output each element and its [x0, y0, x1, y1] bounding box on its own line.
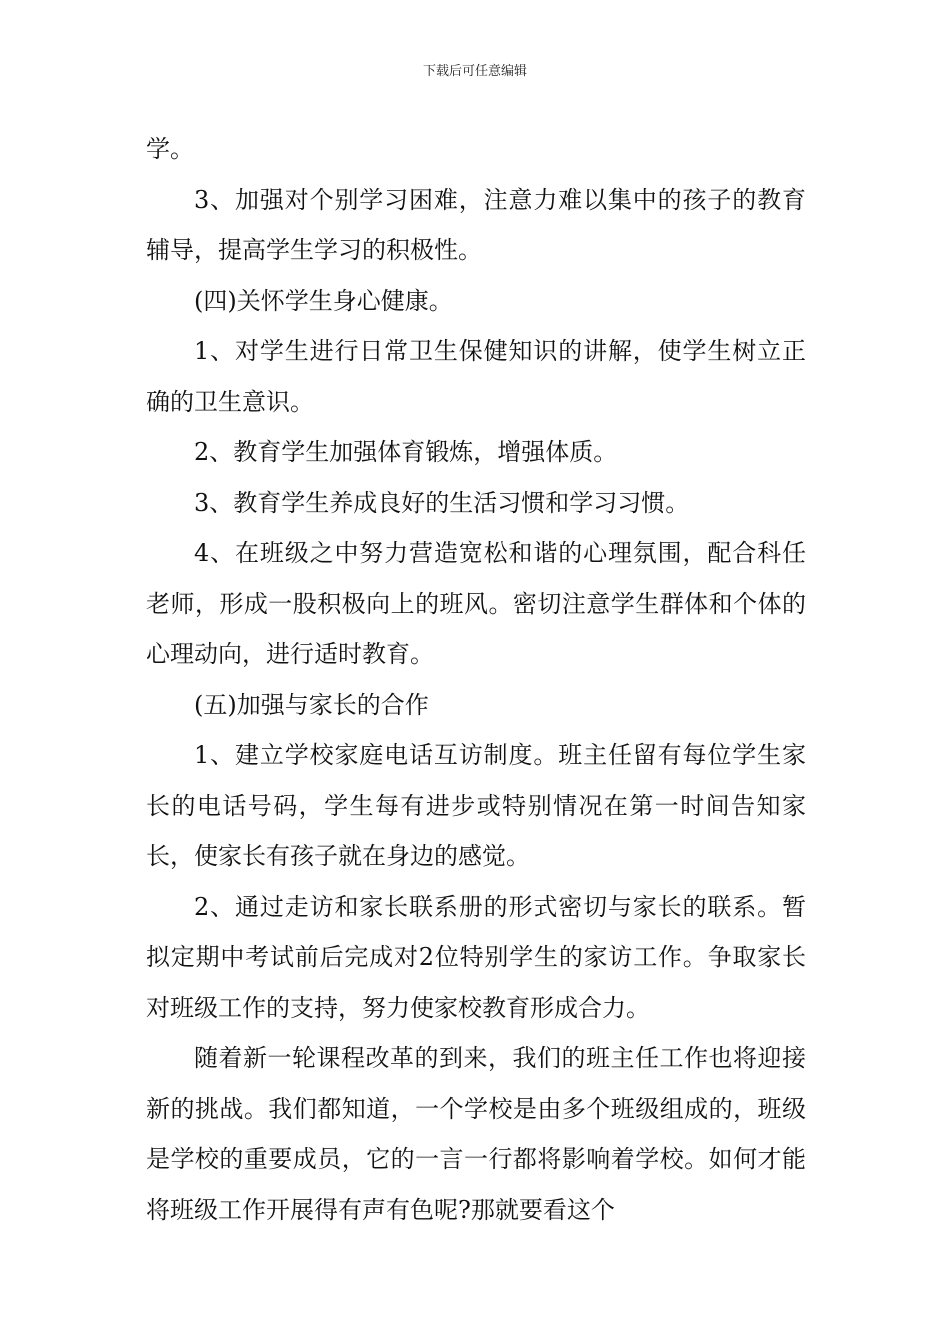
paragraph: 1、建立学校家庭电话互访制度。班主任留有每位学生家长的电话号码，学生每有进步或特别情况在第一时间告知家长，使家长有孩子就在身边的感觉。 — [146, 741, 806, 870]
paragraph: 3、加强对个别学习困难，注意力难以集中的孩子的教育辅导，提高学生学习的积极性。 — [146, 185, 806, 264]
section-heading: (四)关怀学生身心健康。 — [194, 286, 453, 315]
paragraph: 2、通过走访和家长联系册的形式密切与家长的联系。暂拟定期中考试前后完成对2位特别学生的家访工作。争取家长对班级工作的支持，努力使家校教育形成合力。 — [146, 892, 806, 1022]
document-body — [146, 124, 806, 1235]
paragraph: 学。 — [146, 135, 194, 163]
paragraph: 4、在班级之中努力营造宽松和谐的心理氛围，配合科任老师，形成一股积极向上的班风。密切注意学生群体和个体的心理动向，进行适时教育。 — [146, 539, 806, 668]
paragraph: 随着新一轮课程改革的到来，我们的班主任工作也将迎接新的挑战。我们都知道，一个学校是由多个班级组成的，班级是学校的重要成员，它的一言一行都将影响着学校。如何才能将班级工作开展得有声有色呢?那就要看这个 — [146, 1044, 806, 1224]
paragraph: 3、教育学生养成良好的生活习惯和学习习惯。 — [194, 488, 690, 517]
paragraph: 2、教育学生加强体育锻炼，增强体质。 — [194, 438, 618, 466]
paragraph: 1、对学生进行日常卫生保健知识的讲解，使学生树立正确的卫生意识。 — [146, 337, 806, 416]
section-heading: (五)加强与家长的合作 — [194, 690, 429, 719]
page-header: 下载后可任意编辑 — [422, 64, 527, 79]
